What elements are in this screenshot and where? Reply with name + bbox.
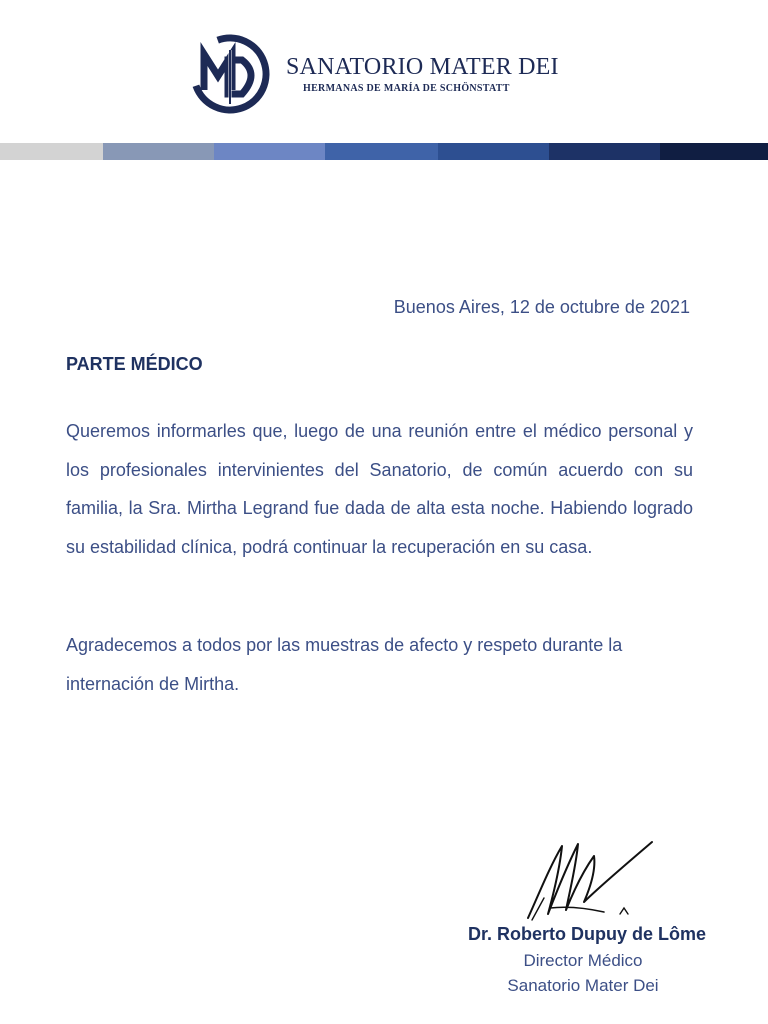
signatory-name: Dr. Roberto Dupuy de Lôme [467,924,706,944]
body-paragraph: Queremos informarles que, luego de una reunión entre el médico personal y los profesionales intervinientes del Sanatorio, de común acuerdo con su familia, la Sra. Mirtha Legrand fue dada de alta esta noche. Habiendo logrado su estabilidad clínica, podrá continuar la recuperación en su casa. [66,421,693,557]
header-color-stripe [0,143,768,160]
document-heading: PARTE MÉDICO [66,354,203,374]
body-paragraph: Agradecemos a todos por las muestras de afecto y respeto durante la internación de Mirtha. [66,635,623,694]
stripe-segment [660,143,768,160]
brand-name: SANATORIO MATER DEI [286,54,559,80]
stripe-segment [0,143,103,160]
stripe-segment [103,143,214,160]
stripe-segment [438,143,549,160]
stripe-segment [549,143,660,160]
stripe-segment [325,143,438,160]
date-line: Buenos Aires, 12 de octubre de 2021 [393,297,690,317]
handwritten-signature [520,836,670,928]
brand-subtitle: HERMANAS DE MARÍA DE SCHÖNSTATT [303,83,510,94]
sanatorio-logo-icon [186,30,274,118]
signatory-role: Director Médico [523,951,643,970]
stripe-segment [214,143,325,160]
signatory-organization: Sanatorio Mater Dei [507,976,659,995]
